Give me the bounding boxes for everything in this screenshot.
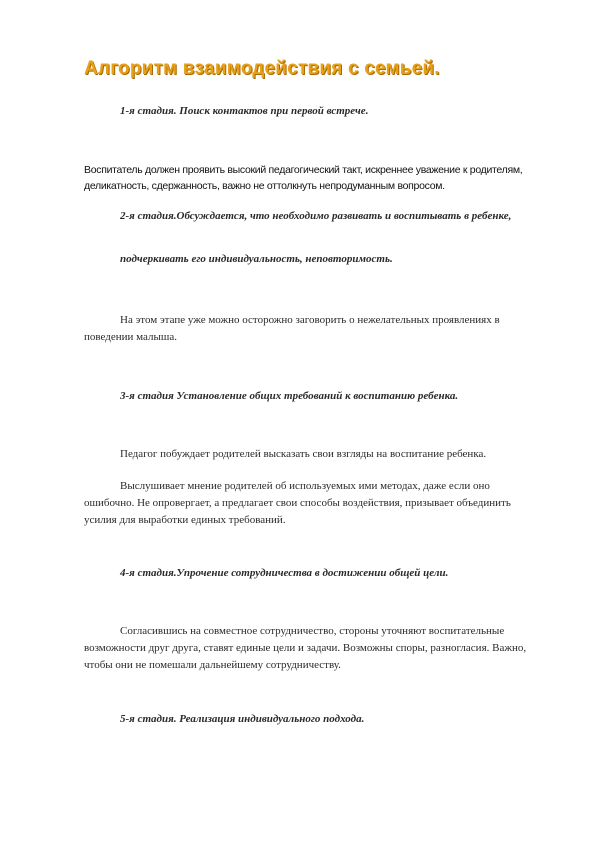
- stage-2-heading: 2-я стадия.Обсуждается, что необходимо развивать и воспитывать в ребенке,: [120, 210, 512, 222]
- stage-3-heading: 3-я стадия Установление общих требований к воспитанию ребенка.: [120, 390, 459, 402]
- stage-2-text: На этом этапе уже можно осторожно заговорить о нежелательных проявлениях в поведении малыша.: [84, 314, 500, 343]
- stage-2-heading-continued: подчеркивать его индивидуальность, неповторимость.: [120, 253, 393, 265]
- stage-3-text-2: Выслушивает мнение родителей об используемых ими методах, даже если оно ошибочно. Не опровергает, а предлагает свои способы воздействия, призывает объединить усилия для выработки единых требований.: [84, 480, 511, 526]
- stage-1-heading: 1-я стадия. Поиск контактов при первой встрече.: [120, 105, 369, 117]
- stage-5-heading: 5-я стадия. Реализация индивидуального подхода.: [120, 713, 365, 725]
- stage-1-text: Воспитатель должен проявить высокий педагогический такт, искреннее уважение к родителям, деликатность, сдержанность, важно не оттолкнуть непродуманным вопросом.: [84, 164, 523, 192]
- page-title: Алгоритм взаимодействия с семьей.: [84, 58, 440, 79]
- stage-4-text: Согласившись на совместное сотрудничество, стороны уточняют воспитательные возможности друг друга, ставят единые цели и задачи. Возможны споры, разногласия. Важно, чтобы они не помешали дальнейшему сотрудничеству.: [84, 625, 527, 671]
- stage-4-heading: 4-я стадия.Упрочение сотрудничества в достижении общей цели.: [120, 567, 449, 579]
- stage-3-text-1: Педагог побуждает родителей высказать свои взгляды на воспитание ребенка.: [120, 448, 487, 460]
